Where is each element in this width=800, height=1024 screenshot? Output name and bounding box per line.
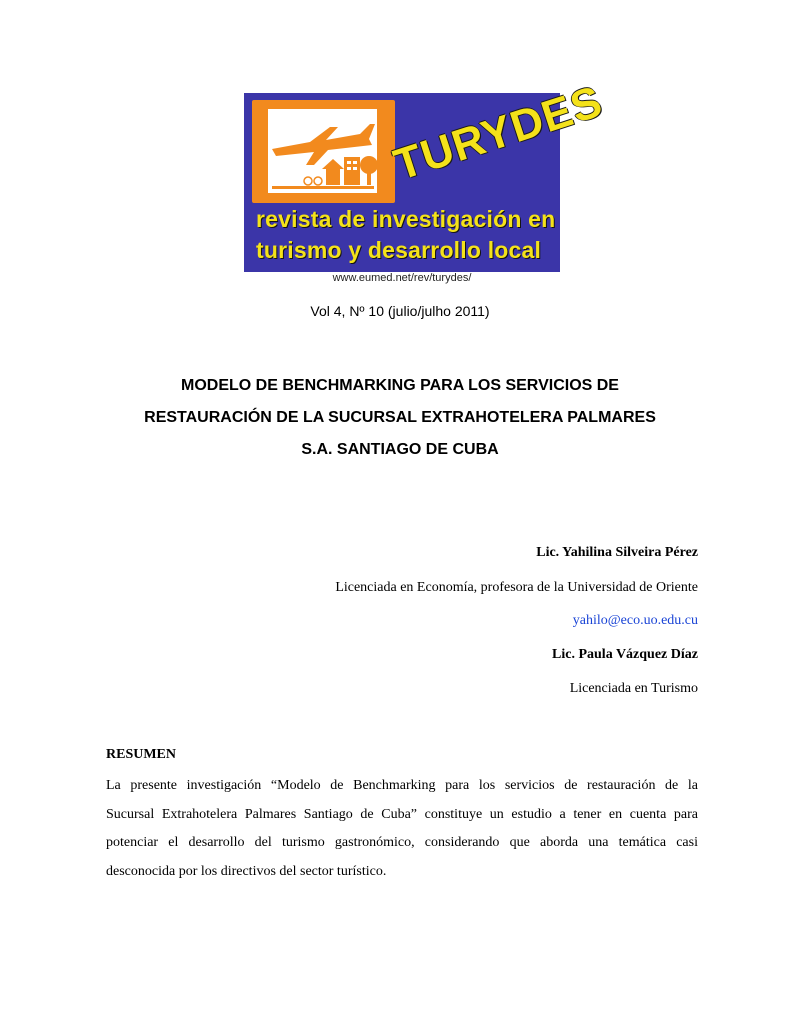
title-line: S.A. SANTIAGO DE CUBA [301,441,499,458]
abstract-text [106,772,698,886]
abstract-heading: RESUMEN [106,747,177,762]
logo-emblem-inner [268,109,377,193]
journal-url[interactable]: www.eumed.net/rev/turydes/ [332,272,472,284]
logo-emblem [252,100,395,203]
abstract-line: Sucursal Extrahotelera Palmares Santiago de Cuba” constituye un estudio a tener en cuenta para [106,806,698,822]
logo-brand-text: TURYDES [388,76,609,190]
logo-tagline-line1: revista de investigación en [256,206,556,232]
airplane-town-icon [268,109,377,193]
paper-title [100,370,700,466]
title-line: RESTAURACIÓN DE LA SUCURSAL EXTRAHOTELERA PALMARES [144,409,656,426]
logo-tagline-line2: turismo y desarrollo local [256,237,542,263]
author-name: Lic. Paula Vázquez Díaz [552,647,698,662]
abstract-line: desconocida por los directivos del sector turístico. [106,863,387,879]
author-affiliation: Licenciada en Turismo [569,681,698,696]
journal-logo [244,76,609,272]
abstract-line: La presente investigación “Modelo de Benchmarking para los servicios de restauración de la [106,778,698,793]
author-affiliation: Licenciada en Economía, profesora de la Universidad de Oriente [335,580,698,595]
title-line: MODELO DE BENCHMARKING PARA LOS SERVICIOS DE [181,377,619,394]
author-name: Lic. Yahilina Silveira Pérez [536,545,698,560]
abstract-line: potenciar el desarrollo del turismo gastronómico, considerando que aborda una temática casi [106,835,698,850]
author-email[interactable]: yahilo@eco.uo.edu.cu [572,613,698,628]
volume-issue: Vol 4, Nº 10 (julio/julho 2011) [310,303,490,319]
